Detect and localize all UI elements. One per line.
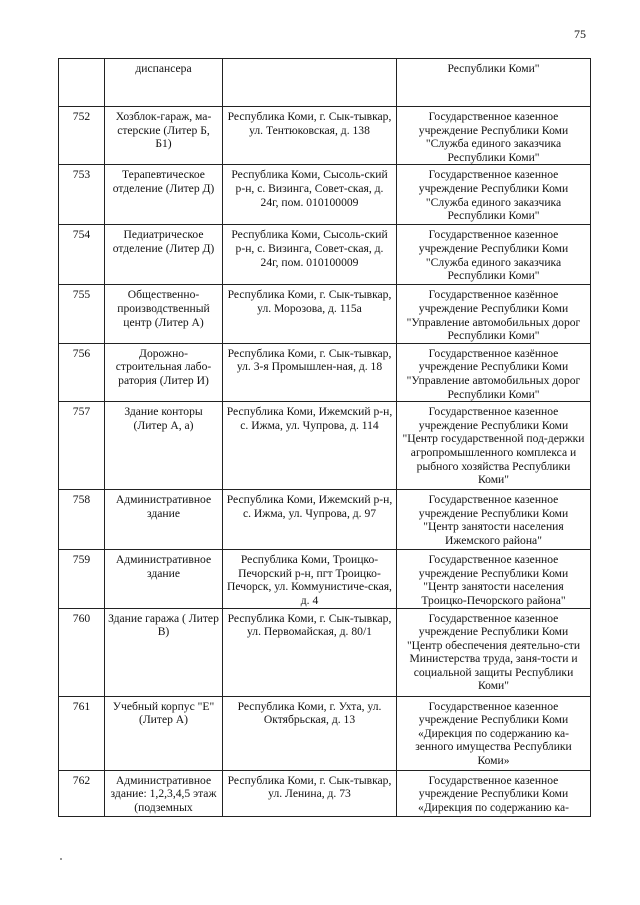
address-cell: Республика Коми, г. Сык-тывкар, ул. Тентюковская, д. 138 bbox=[223, 107, 397, 165]
row-number-cell: 757 bbox=[59, 402, 105, 490]
address-cell bbox=[223, 59, 397, 107]
address-cell: Республика Коми, Ижемский р-н, с. Ижма, ул. Чупрова, д. 97 bbox=[223, 490, 397, 550]
object-name-cell: Административное здание: 1,2,3,4,5 этаж (подземных bbox=[105, 770, 223, 816]
institution-cell: Государственное казенное учреждение Республики Коми «Дирекция по содержанию ка- bbox=[397, 770, 591, 816]
table-row bbox=[59, 608, 591, 696]
institution-cell: Государственное казенное учреждение Республики Коми "Служба единого заказчика Республики Коми" bbox=[397, 225, 591, 285]
institution-cell: Государственное казённое учреждение Республики Коми "Управление автомобильных дорог Республики Коми" bbox=[397, 285, 591, 343]
property-registry-table bbox=[58, 58, 591, 817]
object-name-cell: Общественно-производственный центр (Литер А) bbox=[105, 285, 223, 343]
table-row bbox=[59, 490, 591, 550]
object-name-cell: Здание конторы (Литер А, а) bbox=[105, 402, 223, 490]
scan-speck bbox=[60, 858, 62, 860]
table-row bbox=[59, 107, 591, 165]
row-number-cell: 755 bbox=[59, 285, 105, 343]
object-name-cell: Учебный корпус "Е" (Литер А) bbox=[105, 696, 223, 770]
row-number-cell: 756 bbox=[59, 343, 105, 401]
row-number-cell: 752 bbox=[59, 107, 105, 165]
page-number: 75 bbox=[574, 27, 586, 41]
institution-cell: Республики Коми" bbox=[397, 59, 591, 107]
object-name-cell: Административное здание bbox=[105, 550, 223, 608]
row-number-cell bbox=[59, 59, 105, 107]
institution-cell: Государственное казенное учреждение Республики Коми "Центр занятости населения Троицко-Печорского района" bbox=[397, 550, 591, 608]
institution-cell: Государственное казённое учреждение Республики Коми "Управление автомобильных дорог Республики Коми" bbox=[397, 343, 591, 401]
object-name-cell: Хозблок-гараж, ма-стерские (Литер Б, Б1) bbox=[105, 107, 223, 165]
object-name-cell: Здание гаража ( Литер В) bbox=[105, 608, 223, 696]
address-cell: Республика Коми, Сысоль-ский р-н, с. Визинга, Совет-ская, д. 24г, пом. 010100009 bbox=[223, 225, 397, 285]
row-number-cell: 753 bbox=[59, 165, 105, 225]
institution-cell: Государственное казенное учреждение Республики Коми "Служба единого заказчика Республики Коми" bbox=[397, 107, 591, 165]
object-name-cell: Терапевтическое отделение (Литер Д) bbox=[105, 165, 223, 225]
object-name-cell: Административное здание bbox=[105, 490, 223, 550]
address-cell: Республика Коми, Сысоль-ский р-н, с. Визинга, Совет-ская, д. 24г, пом. 010100009 bbox=[223, 165, 397, 225]
address-cell: Республика Коми, г. Сык-тывкар, ул. Первомайская, д. 80/1 bbox=[223, 608, 397, 696]
address-cell: Республика Коми, г. Ухта, ул. Октябрьская, д. 13 bbox=[223, 696, 397, 770]
row-number-cell: 761 bbox=[59, 696, 105, 770]
table-row bbox=[59, 343, 591, 401]
institution-cell: Государственное казенное учреждение Республики Коми "Служба единого заказчика Республики Коми" bbox=[397, 165, 591, 225]
row-number-cell: 759 bbox=[59, 550, 105, 608]
institution-cell: Государственное казенное учреждение Республики Коми "Центр государственной под-держки агропромышленного комплекса и рыбного хозяйства Республики Коми" bbox=[397, 402, 591, 490]
institution-cell: Государственное казенное учреждение Республики Коми "Центр обеспечения деятельно-сти Министерства труда, заня-тости и социальной защиты Республики Коми" bbox=[397, 608, 591, 696]
table-row bbox=[59, 696, 591, 770]
address-cell: Республика Коми, Троицко-Печорский р-н, пгт Троицко-Печорск, ул. Коммунистиче-ская, д. 4 bbox=[223, 550, 397, 608]
table-row bbox=[59, 402, 591, 490]
row-number-cell: 754 bbox=[59, 225, 105, 285]
address-cell: Республика Коми, г. Сык-тывкар, ул. Ленина, д. 73 bbox=[223, 770, 397, 816]
table-row bbox=[59, 550, 591, 608]
address-cell: Республика Коми, Ижемский р-н, с. Ижма, ул. Чупрова, д. 114 bbox=[223, 402, 397, 490]
table-row bbox=[59, 59, 591, 107]
institution-cell: Государственное казенное учреждение Республики Коми «Дирекция по содержанию ка-зенного имущества Республики Коми» bbox=[397, 696, 591, 770]
object-name-cell: диспансера bbox=[105, 59, 223, 107]
object-name-cell: Дорожно-строительная лабо-ратория (Литер И) bbox=[105, 343, 223, 401]
address-cell: Республика Коми, г. Сык-тывкар, ул. 3-я Промышлен-ная, д. 18 bbox=[223, 343, 397, 401]
row-number-cell: 760 bbox=[59, 608, 105, 696]
table-row bbox=[59, 285, 591, 343]
institution-cell: Государственное казенное учреждение Республики Коми "Центр занятости населения Ижемского района" bbox=[397, 490, 591, 550]
table-row bbox=[59, 165, 591, 225]
table-row bbox=[59, 225, 591, 285]
object-name-cell: Педиатрическое отделение (Литер Д) bbox=[105, 225, 223, 285]
table-row bbox=[59, 770, 591, 816]
address-cell: Республика Коми, г. Сык-тывкар, ул. Морозова, д. 115а bbox=[223, 285, 397, 343]
row-number-cell: 762 bbox=[59, 770, 105, 816]
row-number-cell: 758 bbox=[59, 490, 105, 550]
